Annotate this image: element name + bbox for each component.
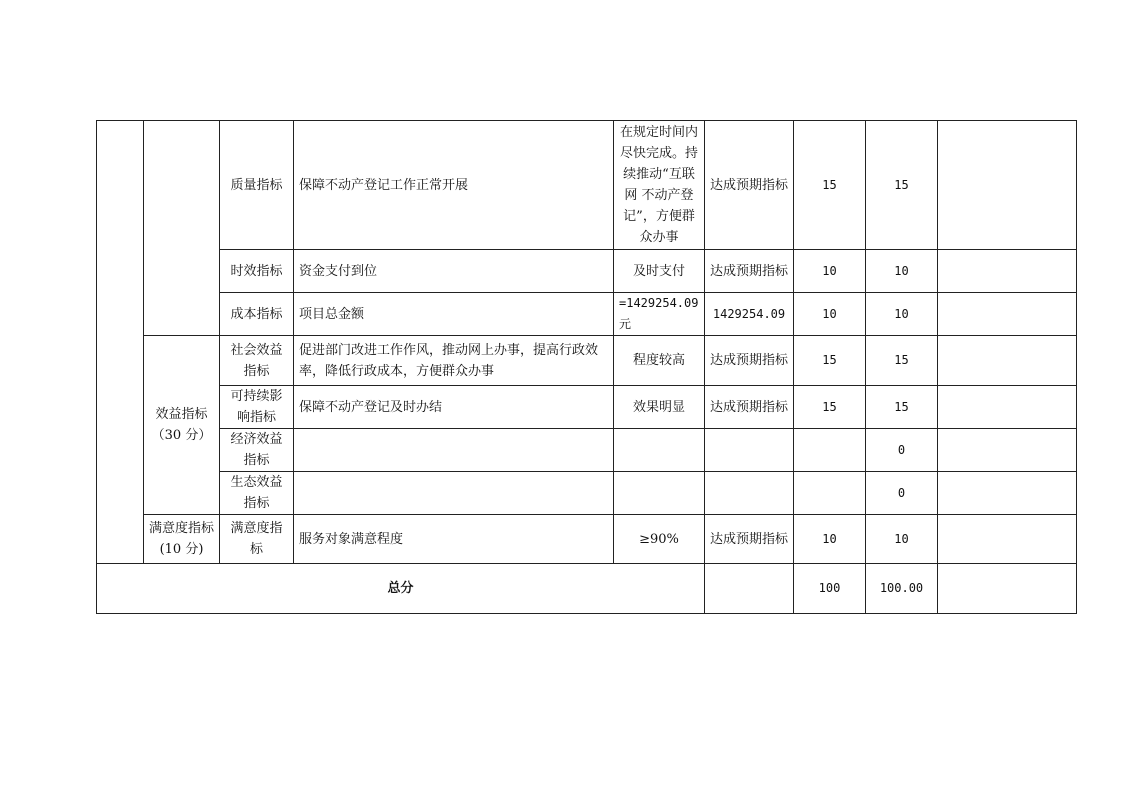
weight-cell: 10	[794, 515, 866, 564]
indicator-content-cell: 资金支付到位	[294, 250, 614, 293]
table-row	[97, 293, 1077, 336]
note-cell	[938, 250, 1077, 293]
weight-cell: 15	[794, 336, 866, 386]
level2-indicator-cell	[144, 121, 220, 336]
actual-value-cell: 达成预期指标	[705, 386, 794, 429]
indicator-content-cell: 保障不动产登记及时办结	[294, 386, 614, 429]
weight-cell: 15	[794, 121, 866, 250]
indicator-content-cell: 促进部门改进工作作风，推动网上办事，提高行政效率，降低行政成本，方便群众办事	[294, 336, 614, 386]
indicator-content-cell: 保障不动产登记工作正常开展	[294, 121, 614, 250]
note-cell	[938, 429, 1077, 472]
score-cell: 0	[866, 429, 938, 472]
total-actual-cell	[705, 564, 794, 614]
table-row	[97, 250, 1077, 293]
level3-indicator-cell: 时效指标	[220, 250, 294, 293]
note-cell	[938, 121, 1077, 250]
actual-value-cell	[705, 472, 794, 515]
table-row	[97, 472, 1077, 515]
weight-cell: 15	[794, 386, 866, 429]
total-weight-cell: 100	[794, 564, 866, 614]
table-row	[97, 121, 1077, 250]
total-score-cell: 100.00	[866, 564, 938, 614]
level3-indicator-cell: 质量指标	[220, 121, 294, 250]
table-row	[97, 429, 1077, 472]
indicator-content-cell: 项目总金额	[294, 293, 614, 336]
table-row	[97, 515, 1077, 564]
score-cell: 10	[866, 293, 938, 336]
total-row	[97, 564, 1077, 614]
target-value-cell: ≥90%	[614, 515, 705, 564]
level2-indicator-cell: 效益指标（30 分）	[144, 336, 220, 515]
weight-cell: 10	[794, 293, 866, 336]
actual-value-cell: 达成预期指标	[705, 336, 794, 386]
score-cell: 15	[866, 336, 938, 386]
score-cell: 15	[866, 121, 938, 250]
level3-indicator-cell: 经济效益指标	[220, 429, 294, 472]
weight-cell: 10	[794, 250, 866, 293]
target-value-cell: 程度较高	[614, 336, 705, 386]
actual-value-cell: 达成预期指标	[705, 515, 794, 564]
actual-value-cell: 达成预期指标	[705, 121, 794, 250]
score-cell: 10	[866, 515, 938, 564]
indicator-content-cell	[294, 472, 614, 515]
note-cell	[938, 515, 1077, 564]
level3-indicator-cell: 成本指标	[220, 293, 294, 336]
target-value-cell: =1429254.09元	[614, 293, 705, 336]
table-row	[97, 336, 1077, 386]
indicator-content-cell: 服务对象满意程度	[294, 515, 614, 564]
weight-cell	[794, 429, 866, 472]
score-cell: 10	[866, 250, 938, 293]
note-cell	[938, 336, 1077, 386]
target-value-cell: 效果明显	[614, 386, 705, 429]
level3-indicator-cell: 可持续影响指标	[220, 386, 294, 429]
note-cell	[938, 293, 1077, 336]
total-note-cell	[938, 564, 1077, 614]
note-cell	[938, 386, 1077, 429]
total-label: 总分	[97, 564, 705, 614]
level3-indicator-cell: 满意度指标	[220, 515, 294, 564]
actual-value-cell	[705, 429, 794, 472]
level3-indicator-cell: 生态效益指标	[220, 472, 294, 515]
score-cell: 15	[866, 386, 938, 429]
actual-value-cell: 1429254.09	[705, 293, 794, 336]
actual-value-cell: 达成预期指标	[705, 250, 794, 293]
weight-cell	[794, 472, 866, 515]
level1-indicator-cell	[97, 121, 144, 564]
level3-indicator-cell: 社会效益指标	[220, 336, 294, 386]
table-row	[97, 386, 1077, 429]
target-value-cell: 在规定时间内尽快完成。持续推动“互联网 不动产登记”，方便群众办事	[614, 121, 705, 250]
target-value-cell: 及时支付	[614, 250, 705, 293]
level2-indicator-cell: 满意度指标(10 分)	[144, 515, 220, 564]
indicator-content-cell	[294, 429, 614, 472]
target-value-cell	[614, 472, 705, 515]
note-cell	[938, 472, 1077, 515]
performance-evaluation-table	[96, 120, 1077, 614]
target-value-cell	[614, 429, 705, 472]
score-cell: 0	[866, 472, 938, 515]
